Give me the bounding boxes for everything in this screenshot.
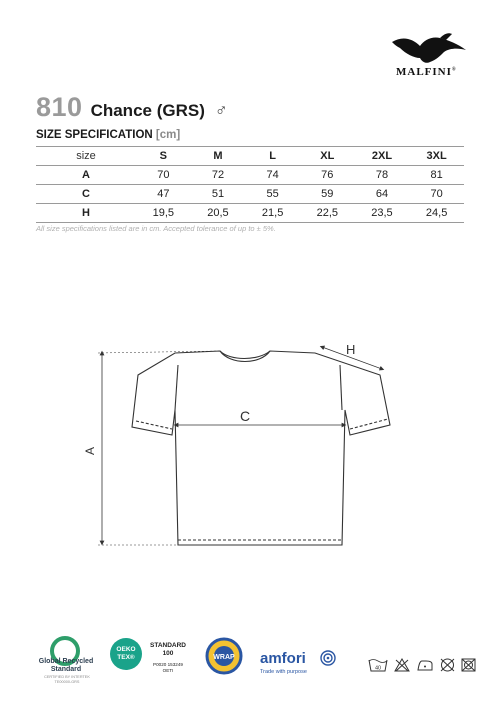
iron-icon	[416, 658, 434, 672]
table-cell: 74	[245, 166, 300, 185]
dimension-a-label: A	[83, 446, 97, 455]
product-name: Chance (GRS)	[90, 101, 205, 120]
grs-logo: Global Recycled Standard CERTIFIED BY INTERTEK TE00000-GRS	[30, 636, 100, 691]
svg-text:40: 40	[374, 665, 382, 672]
oeko-certificate-code: P0020 153249 OETI	[153, 662, 183, 673]
oeko-tex-logo: OEKO TEX®	[110, 638, 142, 670]
table-cell: 24,5	[409, 204, 464, 223]
table-header-row	[36, 147, 464, 166]
amfori-tagline: Trade with purpose	[260, 669, 307, 675]
table-cell: 64	[355, 185, 410, 204]
table-cell: 72	[191, 166, 246, 185]
wrap-logo	[205, 636, 243, 676]
no-dry-clean-icon	[440, 658, 455, 672]
table-row	[36, 166, 464, 185]
amfori-logo: amfori	[260, 650, 306, 667]
tshirt-diagram	[80, 335, 410, 550]
tshirt-outline	[132, 351, 390, 545]
table-cell: 81	[409, 166, 464, 185]
product-title	[36, 92, 228, 122]
table-header-cell: 3XL	[409, 147, 464, 166]
dimension-h-label: H	[346, 342, 356, 357]
table-cell: 21,5	[245, 204, 300, 223]
table-cell: 78	[355, 166, 410, 185]
table-cell: 59	[300, 185, 355, 204]
table-cell: 70	[409, 185, 464, 204]
table-cell: 76	[300, 166, 355, 185]
size-table	[36, 146, 464, 223]
table-header-cell: size	[36, 147, 136, 166]
row-label: A	[36, 166, 136, 185]
table-cell: 47	[136, 185, 191, 204]
oeko-standard-label: STANDARD 100	[150, 642, 186, 657]
brand-name: MALFINI®	[396, 66, 457, 78]
table-cell: 20,5	[191, 204, 246, 223]
no-bleach-icon	[394, 658, 410, 672]
table-header-cell: S	[136, 147, 191, 166]
dimension-c-label: C	[240, 408, 251, 424]
table-cell: 22,5	[300, 204, 355, 223]
product-code: 810	[36, 92, 83, 122]
table-row	[36, 185, 464, 204]
table-cell: 23,5	[355, 204, 410, 223]
table-header-cell: M	[191, 147, 246, 166]
svg-text:WRAP: WRAP	[213, 654, 235, 661]
table-cell: 19,5	[136, 204, 191, 223]
table-cell: 51	[191, 185, 246, 204]
size-spec-heading: SIZE SPECIFICATION [cm]	[36, 129, 181, 141]
table-header-cell: L	[245, 147, 300, 166]
amfori-spiral-icon	[320, 650, 336, 666]
tolerance-note: All size specifications listed are in cm. Accepted tolerance of up to ± 5%.	[36, 224, 276, 233]
gender-symbol: ♂	[214, 101, 228, 120]
table-row	[36, 204, 464, 223]
table-cell: 55	[245, 185, 300, 204]
table-cell: 70	[136, 166, 191, 185]
wash-40-icon	[368, 658, 388, 672]
certifications-strip	[30, 636, 470, 691]
table-header-cell: 2XL	[355, 147, 410, 166]
care-symbols	[368, 658, 476, 674]
row-label: C	[36, 185, 136, 204]
no-tumble-dry-icon	[461, 658, 476, 672]
table-header-cell: XL	[300, 147, 355, 166]
row-label: H	[36, 204, 136, 223]
